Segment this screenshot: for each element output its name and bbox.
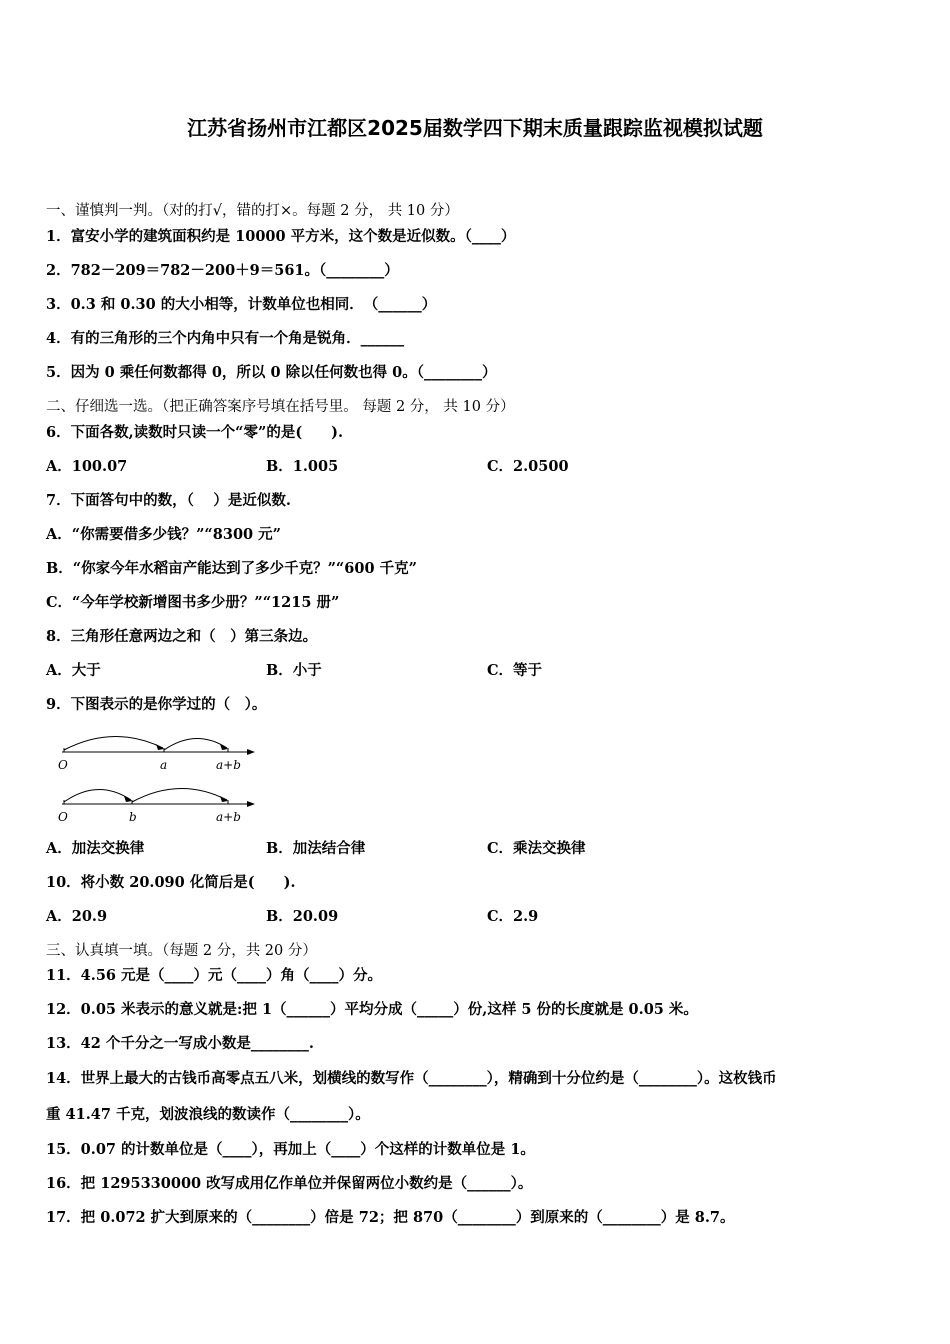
section-3-heading: 三、认真填一填。（每题 2 分，共 20 分）	[46, 943, 317, 959]
question-10-option-b: B．20.09	[266, 908, 339, 925]
number-line-diagram-top	[50, 728, 270, 778]
question-8: 8．三角形任意两边之和（ ）第三条边。	[46, 628, 318, 645]
question-7: 7．下面答句中的数，（ ）是近似数.	[46, 492, 291, 509]
question-5: 5．因为 0 乘任何数都得 0，所以 0 除以任何数也得 0。（________）	[46, 364, 497, 381]
question-10-option-a: A．20.9	[46, 908, 108, 925]
question-14-line-2: 重 41.47 千克，划波浪线的数读作（________）。	[46, 1106, 370, 1123]
question-6: 6．下面各数,读数时只读一个“零”的是( ).	[46, 424, 344, 441]
question-16: 16．把 1295330000 改写成用亿作单位并保留两位小数约是（______）。	[46, 1175, 533, 1192]
section-1-heading: 一、谨慎判一判。（对的打√，错的打×。每题 2 分， 共 10 分）	[46, 203, 459, 219]
question-11: 11．4.56 元是（____）元（____）角（____）分。	[46, 967, 383, 984]
question-8-option-c: C．等于	[487, 662, 543, 679]
diagram-top-origin-label: O	[58, 758, 68, 772]
question-7-option-c: C．“今年学校新增图书多少册？”“1215 册”	[46, 594, 340, 611]
number-line-diagram-bottom	[50, 780, 270, 830]
question-13: 13．42 个千分之一写成小数是________.	[46, 1035, 314, 1052]
diagram-bottom-mid-label: b	[129, 810, 137, 824]
question-4: 4．有的三角形的三个内角中只有一个角是锐角．______	[46, 330, 405, 347]
section-2-heading: 二、仔细选一选。（把正确答案序号填在括号里。 每题 2 分， 共 10 分）	[46, 399, 515, 415]
question-9-option-c: C．乘法交换律	[487, 840, 586, 857]
question-8-option-b: B．小于	[266, 662, 322, 679]
diagram-bottom-end-label: a+b	[216, 810, 241, 824]
question-2: 2．782－209＝782－200＋9＝561。（________）	[46, 262, 399, 279]
question-15: 15．0.07 的计数单位是（____），再加上（____）个这样的计数单位是 1。	[46, 1141, 535, 1158]
question-10-option-c: C．2.9	[487, 908, 539, 925]
diagram-bottom-origin-label: O	[58, 810, 68, 824]
question-14-line-1: 14．世界上最大的古钱币高零点五八米，划横线的数写作（________），精确到十分位约是（________）。这枚钱币	[46, 1070, 777, 1087]
question-17: 17．把 0.072 扩大到原来的（________）倍是 72；把 870（________）到原来的（________）是 8.7。	[46, 1209, 735, 1226]
question-6-option-b: B．1.005	[266, 458, 339, 475]
diagram-top-end-label: a+b	[216, 758, 241, 772]
question-10: 10．将小数 20.090 化简后是( ).	[46, 874, 296, 891]
question-6-option-a: A．100.07	[46, 458, 128, 475]
question-1: 1．富安小学的建筑面积约是 10000 平方米，这个数是近似数。（____）	[46, 228, 516, 245]
page-title: 江苏省扬州市江都区2025届数学四下期末质量跟踪监视模拟试题	[187, 116, 763, 140]
question-9-option-a: A．加法交换律	[46, 840, 145, 857]
question-8-option-a: A．大于	[46, 662, 101, 679]
diagram-top-mid-label: a	[160, 758, 168, 772]
question-12: 12．0.05 米表示的意义就是:把 1（______）平均分成（_____）份,这样 5 份的长度就是 0.05 米。	[46, 1001, 698, 1018]
question-9: 9．下图表示的是你学过的（ ）。	[46, 696, 267, 713]
question-7-option-a: A．“你需要借多少钱？”“8300 元”	[46, 526, 282, 543]
question-3: 3．0.3 和 0.30 的大小相等，计数单位也相同． （______）	[46, 296, 437, 313]
question-7-option-b: B．“你家今年水稻亩产能达到了多少千克？”“600 千克”	[46, 560, 417, 577]
question-6-option-c: C．2.0500	[487, 458, 569, 475]
question-9-option-b: B．加法结合律	[266, 840, 366, 857]
